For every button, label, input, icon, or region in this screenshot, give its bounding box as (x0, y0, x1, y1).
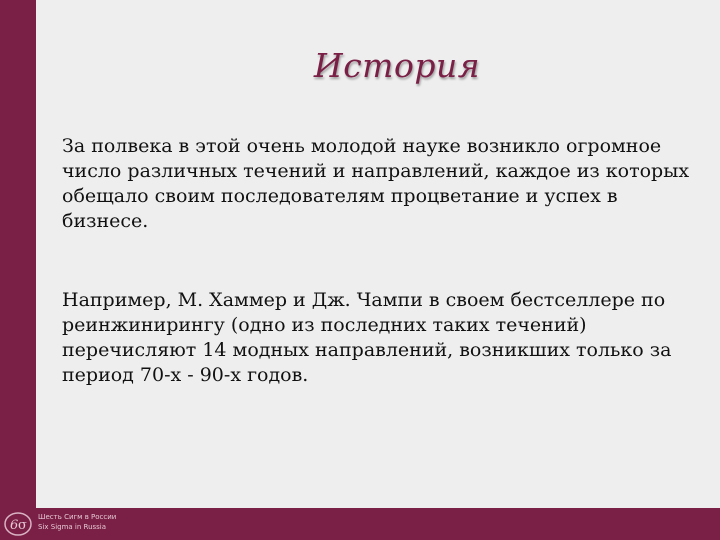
footer-text (38, 512, 116, 532)
six-sigma-logo-icon (2, 510, 36, 538)
paragraph-1: За полвека в этой очень молодой науке возникло огромное число различных течений и направлений, каждое из которых обещало своим последователям процветание и успех в бизнесе. (62, 135, 690, 232)
left-frame-bar (0, 0, 36, 540)
svg-text:σ: σ (18, 518, 27, 533)
paragraph-2: Например, М. Хаммер и Дж. Чампи в своем бестселлере по реинжинирингу (одно из последних таких течений) перечисляют 14 модных направлений, возникших только за период 70-х - 90-х годов. (62, 289, 672, 386)
slide-content (36, 0, 720, 508)
footer-line-en: Six Sigma in Russia (38, 523, 107, 531)
footer-line-ru: Шесть Сигм в России (38, 513, 117, 521)
slide-title: История (313, 46, 481, 85)
svg-text:6: 6 (10, 518, 19, 533)
